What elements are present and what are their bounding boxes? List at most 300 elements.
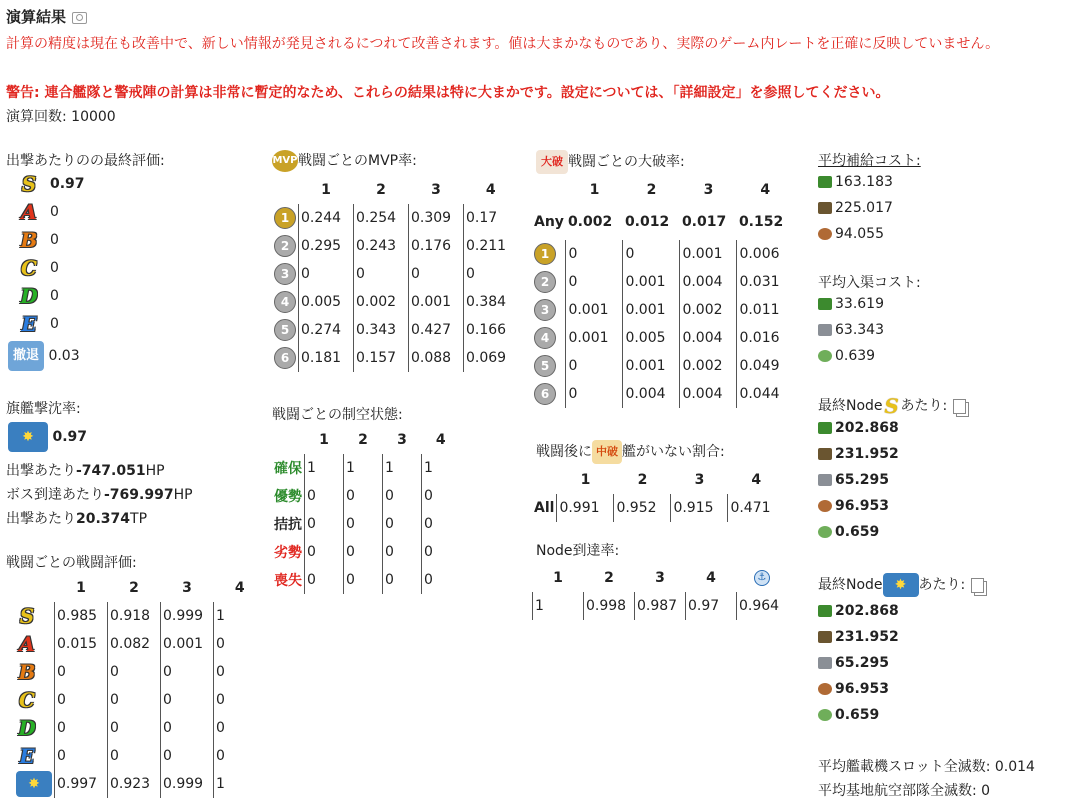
fuel-icon <box>818 176 832 188</box>
rank-e-icon: E <box>19 744 35 768</box>
value-cell: 0.001 <box>566 324 623 352</box>
resource-row <box>818 629 899 655</box>
warning-text: 警告: 連合艦隊と警戒陣の計算は非常に暫定的なため、これらの結果は特に大まかです。設定については、「詳細設定」を参照してください。 <box>6 85 890 101</box>
fuel-value: 202.868 <box>835 420 899 436</box>
battle-rank-table <box>14 574 266 798</box>
fuel-icon <box>818 605 832 617</box>
value-cell: 0.998 <box>584 592 635 620</box>
final-node-sunk-header: 最終Node ✸ あたり: <box>818 573 984 597</box>
value-cell: 0 <box>566 240 623 268</box>
taiha-grid <box>532 176 793 408</box>
rank-a-icon: A <box>19 632 35 656</box>
retreat-row <box>8 341 80 371</box>
fuel-value: 202.868 <box>835 603 899 619</box>
value-cell: 0.211 <box>464 232 519 260</box>
value-cell: 0 <box>214 658 267 686</box>
run-count: 演算回数: 10000 <box>6 109 116 125</box>
slot-6-icon: 6 <box>534 383 556 405</box>
corner-cell <box>532 176 566 204</box>
bucket-value: 0.659 <box>835 524 880 540</box>
sunk-icon: ✸ <box>8 422 48 452</box>
final-rank-value: 0.97 <box>50 176 85 192</box>
final-rank-value: 0 <box>50 232 59 248</box>
column-header: 1 <box>76 580 86 596</box>
value-cell: 1 <box>533 592 584 620</box>
table-row <box>532 380 793 408</box>
row-label-cell <box>272 260 299 288</box>
steel-icon <box>818 324 832 336</box>
fuel-icon <box>818 422 832 434</box>
slot-3-icon: 3 <box>274 263 296 285</box>
copy-icon[interactable] <box>971 578 984 593</box>
value-cell: 0.002 <box>567 214 613 230</box>
value-cell: 1 <box>305 454 344 482</box>
row-label-cell <box>272 316 299 344</box>
value-cell: 0.005 <box>299 288 354 316</box>
chuuha-table <box>532 466 784 522</box>
rank-c-icon: C <box>21 256 37 280</box>
value-cell: 0 <box>214 686 267 714</box>
value-cell: 1 <box>214 770 267 798</box>
flagship-sink-row <box>8 422 87 452</box>
value-cell: 0.176 <box>409 232 464 260</box>
table-row <box>272 260 518 288</box>
supply-cost-header: 平均補給コスト: <box>818 153 921 169</box>
slot-1-icon: 1 <box>534 243 556 265</box>
rank-b-icon: B <box>18 660 36 684</box>
value-cell: 0.295 <box>299 232 354 260</box>
value-cell: 0.002 <box>354 288 409 316</box>
battle-rank-header: 戦闘ごとの戦闘評価: <box>6 555 137 571</box>
value-cell: 1 <box>344 454 383 482</box>
row-label-cell <box>14 630 55 658</box>
chuuha-grid <box>532 466 784 522</box>
fuel-value: 33.619 <box>835 296 884 312</box>
column-header: 3 <box>694 472 705 488</box>
table-row <box>14 742 266 770</box>
value-cell: 0.088 <box>409 344 464 372</box>
row-label-cell <box>272 454 305 482</box>
slot-wipe-stat: 平均艦載機スロット全滅数: 0.014 <box>818 759 1035 775</box>
lbas-wipe-stat: 平均基地航空部隊全滅数: 0 <box>818 783 991 799</box>
column-header: 2 <box>637 472 648 488</box>
retreat-value: 0.03 <box>48 348 80 364</box>
value-cell: 0 <box>161 658 214 686</box>
air-state-header: 戦闘ごとの制空状態: <box>272 407 403 423</box>
value-cell: 0.012 <box>624 214 670 230</box>
table-row <box>272 288 518 316</box>
slot-5-icon: 5 <box>534 355 556 377</box>
bauxite-icon <box>818 500 832 512</box>
value-cell: 0 <box>409 260 464 288</box>
table-row <box>533 592 788 620</box>
tp-per-sortie: 出撃あたり20.374TP <box>6 511 148 527</box>
value-cell: 0.004 <box>680 380 737 408</box>
table-row <box>272 232 518 260</box>
ammo-value: 231.952 <box>835 629 899 645</box>
air-state-label: 喪失 <box>274 573 302 589</box>
corner-cell <box>14 574 55 602</box>
value-cell: 0.004 <box>680 324 737 352</box>
value-cell: 1 <box>422 454 461 482</box>
value-cell: 0 <box>383 482 422 510</box>
camera-icon[interactable] <box>72 12 87 24</box>
row-label-cell <box>272 566 305 594</box>
rank-a-icon: A <box>21 200 37 224</box>
ammo-value: 225.017 <box>835 200 893 216</box>
rank-b-icon: B <box>20 228 38 252</box>
row-label-cell <box>14 602 55 630</box>
value-cell: 0.17 <box>464 204 519 232</box>
value-cell: 0 <box>464 260 519 288</box>
value-cell: 0 <box>55 658 108 686</box>
supply-cost-list <box>818 174 893 252</box>
ammo-value: 231.952 <box>835 446 899 462</box>
value-cell: 0.017 <box>681 214 727 230</box>
value-cell: 0.997 <box>55 770 108 798</box>
value-cell: 0.004 <box>680 268 737 296</box>
rank-d-icon: D <box>20 284 38 308</box>
mvp-grid <box>272 176 518 372</box>
table-row <box>532 296 793 324</box>
row-label-cell <box>272 288 299 316</box>
value-cell: 0.999 <box>161 602 214 630</box>
final-rank-header: 出撃あたりのの最終評価: <box>6 153 165 169</box>
value-cell: 0 <box>108 714 161 742</box>
value-cell: 0 <box>422 482 461 510</box>
resource-row <box>818 472 899 498</box>
row-label-cell <box>272 510 305 538</box>
final-rank-row <box>18 312 85 340</box>
table-header-row <box>272 426 460 454</box>
value-cell: 0 <box>161 686 214 714</box>
value-cell: 0 <box>422 538 461 566</box>
value-cell: 0.031 <box>737 268 794 296</box>
bucket-icon <box>818 350 832 362</box>
bauxite-value: 94.055 <box>835 226 884 242</box>
value-cell: 0.915 <box>671 494 728 522</box>
value-cell: 0.923 <box>108 770 161 798</box>
row-label-cell <box>272 344 299 372</box>
value-cell: 0 <box>161 742 214 770</box>
table-row <box>532 268 793 296</box>
column-header: 2 <box>646 182 657 198</box>
row-label-cell <box>532 240 566 268</box>
corner-cell <box>272 426 305 454</box>
table-row <box>14 770 266 798</box>
table-header-row <box>532 466 784 494</box>
value-cell: 0.274 <box>299 316 354 344</box>
sunk-icon: ✸ <box>16 771 52 797</box>
fuel-icon <box>818 298 832 310</box>
table-row <box>272 482 460 510</box>
flagship-sink-header: 旗艦撃沈率: <box>6 401 81 417</box>
rank-e-icon: E <box>21 312 37 336</box>
rank-s-icon: S <box>19 604 35 628</box>
value-cell: 0.985 <box>55 602 108 630</box>
value-cell: 0.005 <box>623 324 680 352</box>
air-state-table <box>272 426 460 594</box>
row-label-cell <box>532 268 566 296</box>
final-rank-row <box>18 172 85 200</box>
value-cell: 0 <box>383 566 422 594</box>
chuuha-header: 戦闘後に 中破 艦がいない割合: <box>536 440 725 464</box>
ammo-icon <box>818 448 832 460</box>
hp-per-boss: ボス到達あたり-769.997HP <box>6 487 193 503</box>
fuel-value: 163.183 <box>835 174 893 190</box>
bucket-value: 0.639 <box>835 348 876 364</box>
sunk-icon: ✸ <box>883 573 919 597</box>
value-cell: 0 <box>161 714 214 742</box>
steel-icon <box>818 657 832 669</box>
final-rank-list <box>18 172 85 340</box>
value-cell: 0 <box>108 686 161 714</box>
row-label-cell <box>14 658 55 686</box>
resource-row <box>818 524 899 550</box>
value-cell: 0 <box>55 742 108 770</box>
final-node-sunk-list <box>818 603 899 733</box>
table-row <box>14 714 266 742</box>
table-header-row <box>532 176 793 204</box>
resource-row <box>818 174 893 200</box>
value-cell: 0.254 <box>354 204 409 232</box>
boss-node-header <box>737 564 788 592</box>
value-cell: 0 <box>383 538 422 566</box>
value-cell: 0.011 <box>737 296 794 324</box>
value-cell: 0.427 <box>409 316 464 344</box>
resource-row <box>818 498 899 524</box>
column-header: 1 <box>580 472 591 488</box>
air-state-label: 確保 <box>274 461 302 477</box>
value-cell: 0 <box>214 742 267 770</box>
value-cell: 0.991 <box>557 494 614 522</box>
table-row <box>272 454 460 482</box>
final-rank-row <box>18 228 85 256</box>
value-cell: 0.001 <box>623 268 680 296</box>
table-row <box>272 316 518 344</box>
hp-per-sortie: 出撃あたり-747.051HP <box>6 463 165 479</box>
row-label-cell <box>532 494 557 522</box>
rank-c-icon: C <box>19 688 35 712</box>
mvp-table <box>272 176 518 372</box>
node-reach-table <box>532 564 787 620</box>
row-label-cell <box>532 352 566 380</box>
bauxite-value: 96.953 <box>835 681 890 697</box>
table-row <box>532 324 793 352</box>
air-state-label: 劣勢 <box>274 545 302 561</box>
table-row <box>272 204 518 232</box>
final-rank-value: 0 <box>50 316 59 332</box>
taiha-icon: 大破 <box>536 150 568 174</box>
node-reach-header: Node到達率: <box>536 543 620 559</box>
value-cell: 0.082 <box>108 630 161 658</box>
resource-row <box>818 420 899 446</box>
rank-s-icon: S <box>884 394 899 418</box>
row-label-cell <box>14 742 55 770</box>
table-row <box>532 204 793 240</box>
table-row <box>272 344 518 372</box>
value-cell: 0 <box>566 268 623 296</box>
anchor-icon: ⚓ <box>754 570 770 586</box>
copy-icon[interactable] <box>953 399 966 414</box>
value-cell: 0 <box>108 742 161 770</box>
value-cell: 0.001 <box>623 296 680 324</box>
column-header: 1 <box>553 570 563 586</box>
row-label-cell <box>532 204 566 240</box>
resource-row <box>818 200 893 226</box>
value-cell: 0.244 <box>299 204 354 232</box>
mvp-header: MVP戦闘ごとのMVP率: <box>272 150 417 172</box>
value-cell: 0.044 <box>737 380 794 408</box>
resource-row <box>818 296 884 322</box>
page-title: 演算結果 <box>6 6 87 27</box>
flagship-sink-value: 0.97 <box>52 429 87 445</box>
row-label-cell <box>14 714 55 742</box>
steel-icon <box>818 474 832 486</box>
table-row <box>14 602 266 630</box>
column-header: 4 <box>435 432 446 448</box>
table-row <box>272 538 460 566</box>
table-header-row <box>14 574 266 602</box>
final-rank-value: 0 <box>50 260 59 276</box>
value-cell: 0.001 <box>409 288 464 316</box>
corner-cell <box>532 466 557 494</box>
value-cell: 0.181 <box>299 344 354 372</box>
value-cell: 0.069 <box>464 344 519 372</box>
ammo-icon <box>818 202 832 214</box>
accuracy-notice: 計算の精度は現在も改善中で、新しい情報が発見されるにつれて改善されます。値は大まかなものであり、実際のゲーム内レートを正確に反映していません。 <box>6 36 1000 52</box>
value-cell: 0.002 <box>680 296 737 324</box>
value-cell: 0 <box>422 566 461 594</box>
value-cell: 0.004 <box>623 380 680 408</box>
value-cell: 0.952 <box>614 494 671 522</box>
value-cell: 0 <box>305 482 344 510</box>
slot-3-icon: 3 <box>534 299 556 321</box>
table-header-row <box>272 176 518 204</box>
value-cell: 0.987 <box>635 592 686 620</box>
value-cell: 0.964 <box>737 592 788 620</box>
slot-2-icon: 2 <box>274 235 296 257</box>
value-cell: 0.97 <box>686 592 737 620</box>
column-header: 2 <box>129 580 139 596</box>
column-header: 4 <box>234 580 245 596</box>
resource-row <box>818 681 899 707</box>
value-cell: 0 <box>214 714 267 742</box>
column-header: 1 <box>589 182 600 198</box>
table-row <box>14 658 266 686</box>
row-label-cell <box>272 204 299 232</box>
value-cell: 0 <box>566 352 623 380</box>
slot-6-icon: 6 <box>274 347 296 369</box>
table-row <box>14 686 266 714</box>
table-row <box>532 494 784 522</box>
final-node-s-list <box>818 420 899 550</box>
bucket-icon <box>818 526 832 538</box>
final-rank-row <box>18 284 85 312</box>
final-rank-value: 0 <box>50 288 59 304</box>
repair-cost-list <box>818 296 884 374</box>
table-row <box>532 352 793 380</box>
steel-value: 63.343 <box>835 322 884 338</box>
value-cell: 0 <box>344 510 383 538</box>
table-row <box>14 630 266 658</box>
row-label-cell <box>532 296 566 324</box>
column-header: 2 <box>604 570 614 586</box>
air-state-label: 拮抗 <box>274 517 302 533</box>
retreat-icon: 撤退 <box>8 341 44 371</box>
column-header: 3 <box>431 182 441 198</box>
row-label-cell <box>532 380 566 408</box>
slot-5-icon: 5 <box>274 319 296 341</box>
column-header: 4 <box>751 472 762 488</box>
table-row <box>272 566 460 594</box>
value-cell: 0 <box>55 686 108 714</box>
value-cell: 0.343 <box>354 316 409 344</box>
row-label-cell <box>272 232 299 260</box>
slot-4-icon: 4 <box>274 291 296 313</box>
value-cell: 0.309 <box>409 204 464 232</box>
air-state-label: 優勢 <box>274 489 302 505</box>
row-label-cell <box>272 482 305 510</box>
resource-row <box>818 603 899 629</box>
final-rank-row <box>18 256 85 284</box>
value-cell: 0 <box>108 658 161 686</box>
column-header: 4 <box>706 570 716 586</box>
value-cell: 0.001 <box>623 352 680 380</box>
value-cell: 0 <box>344 538 383 566</box>
ammo-icon <box>818 631 832 643</box>
column-header: 3 <box>703 182 714 198</box>
taiha-header: 大破 戦闘ごとの大破率: <box>536 150 685 174</box>
row-label-cell <box>272 538 305 566</box>
column-header: 3 <box>397 432 407 448</box>
value-cell: 1 <box>214 602 267 630</box>
value-cell: 1 <box>383 454 422 482</box>
slot-4-icon: 4 <box>534 327 556 349</box>
slot-2-icon: 2 <box>534 271 556 293</box>
table-row <box>532 240 793 268</box>
bucket-icon <box>818 709 832 721</box>
value-cell: 0.016 <box>737 324 794 352</box>
value-cell: 0 <box>623 240 680 268</box>
value-cell: 0 <box>354 260 409 288</box>
resource-row <box>818 446 899 472</box>
rank-d-icon: D <box>18 716 36 740</box>
column-header: 1 <box>321 182 331 198</box>
value-cell: 0.157 <box>354 344 409 372</box>
column-header: 1 <box>319 432 329 448</box>
column-header: 2 <box>358 432 368 448</box>
rank-s-icon: S <box>21 172 37 196</box>
steel-value: 65.295 <box>835 472 890 488</box>
value-cell: 0.152 <box>738 214 784 230</box>
value-cell: 0 <box>344 482 383 510</box>
value-cell: 0 <box>55 714 108 742</box>
row-label-cell <box>14 686 55 714</box>
final-rank-value: 0 <box>50 204 59 220</box>
value-cell: 0.001 <box>566 296 623 324</box>
value-cell: 0 <box>422 510 461 538</box>
column-header: 3 <box>182 580 192 596</box>
corner-cell <box>272 176 299 204</box>
value-cell: 0 <box>305 510 344 538</box>
value-cell: 0 <box>344 566 383 594</box>
steel-value: 65.295 <box>835 655 890 671</box>
bucket-value: 0.659 <box>835 707 880 723</box>
value-cell: 0 <box>305 566 344 594</box>
final-rank-row <box>18 200 85 228</box>
bauxite-icon <box>818 683 832 695</box>
